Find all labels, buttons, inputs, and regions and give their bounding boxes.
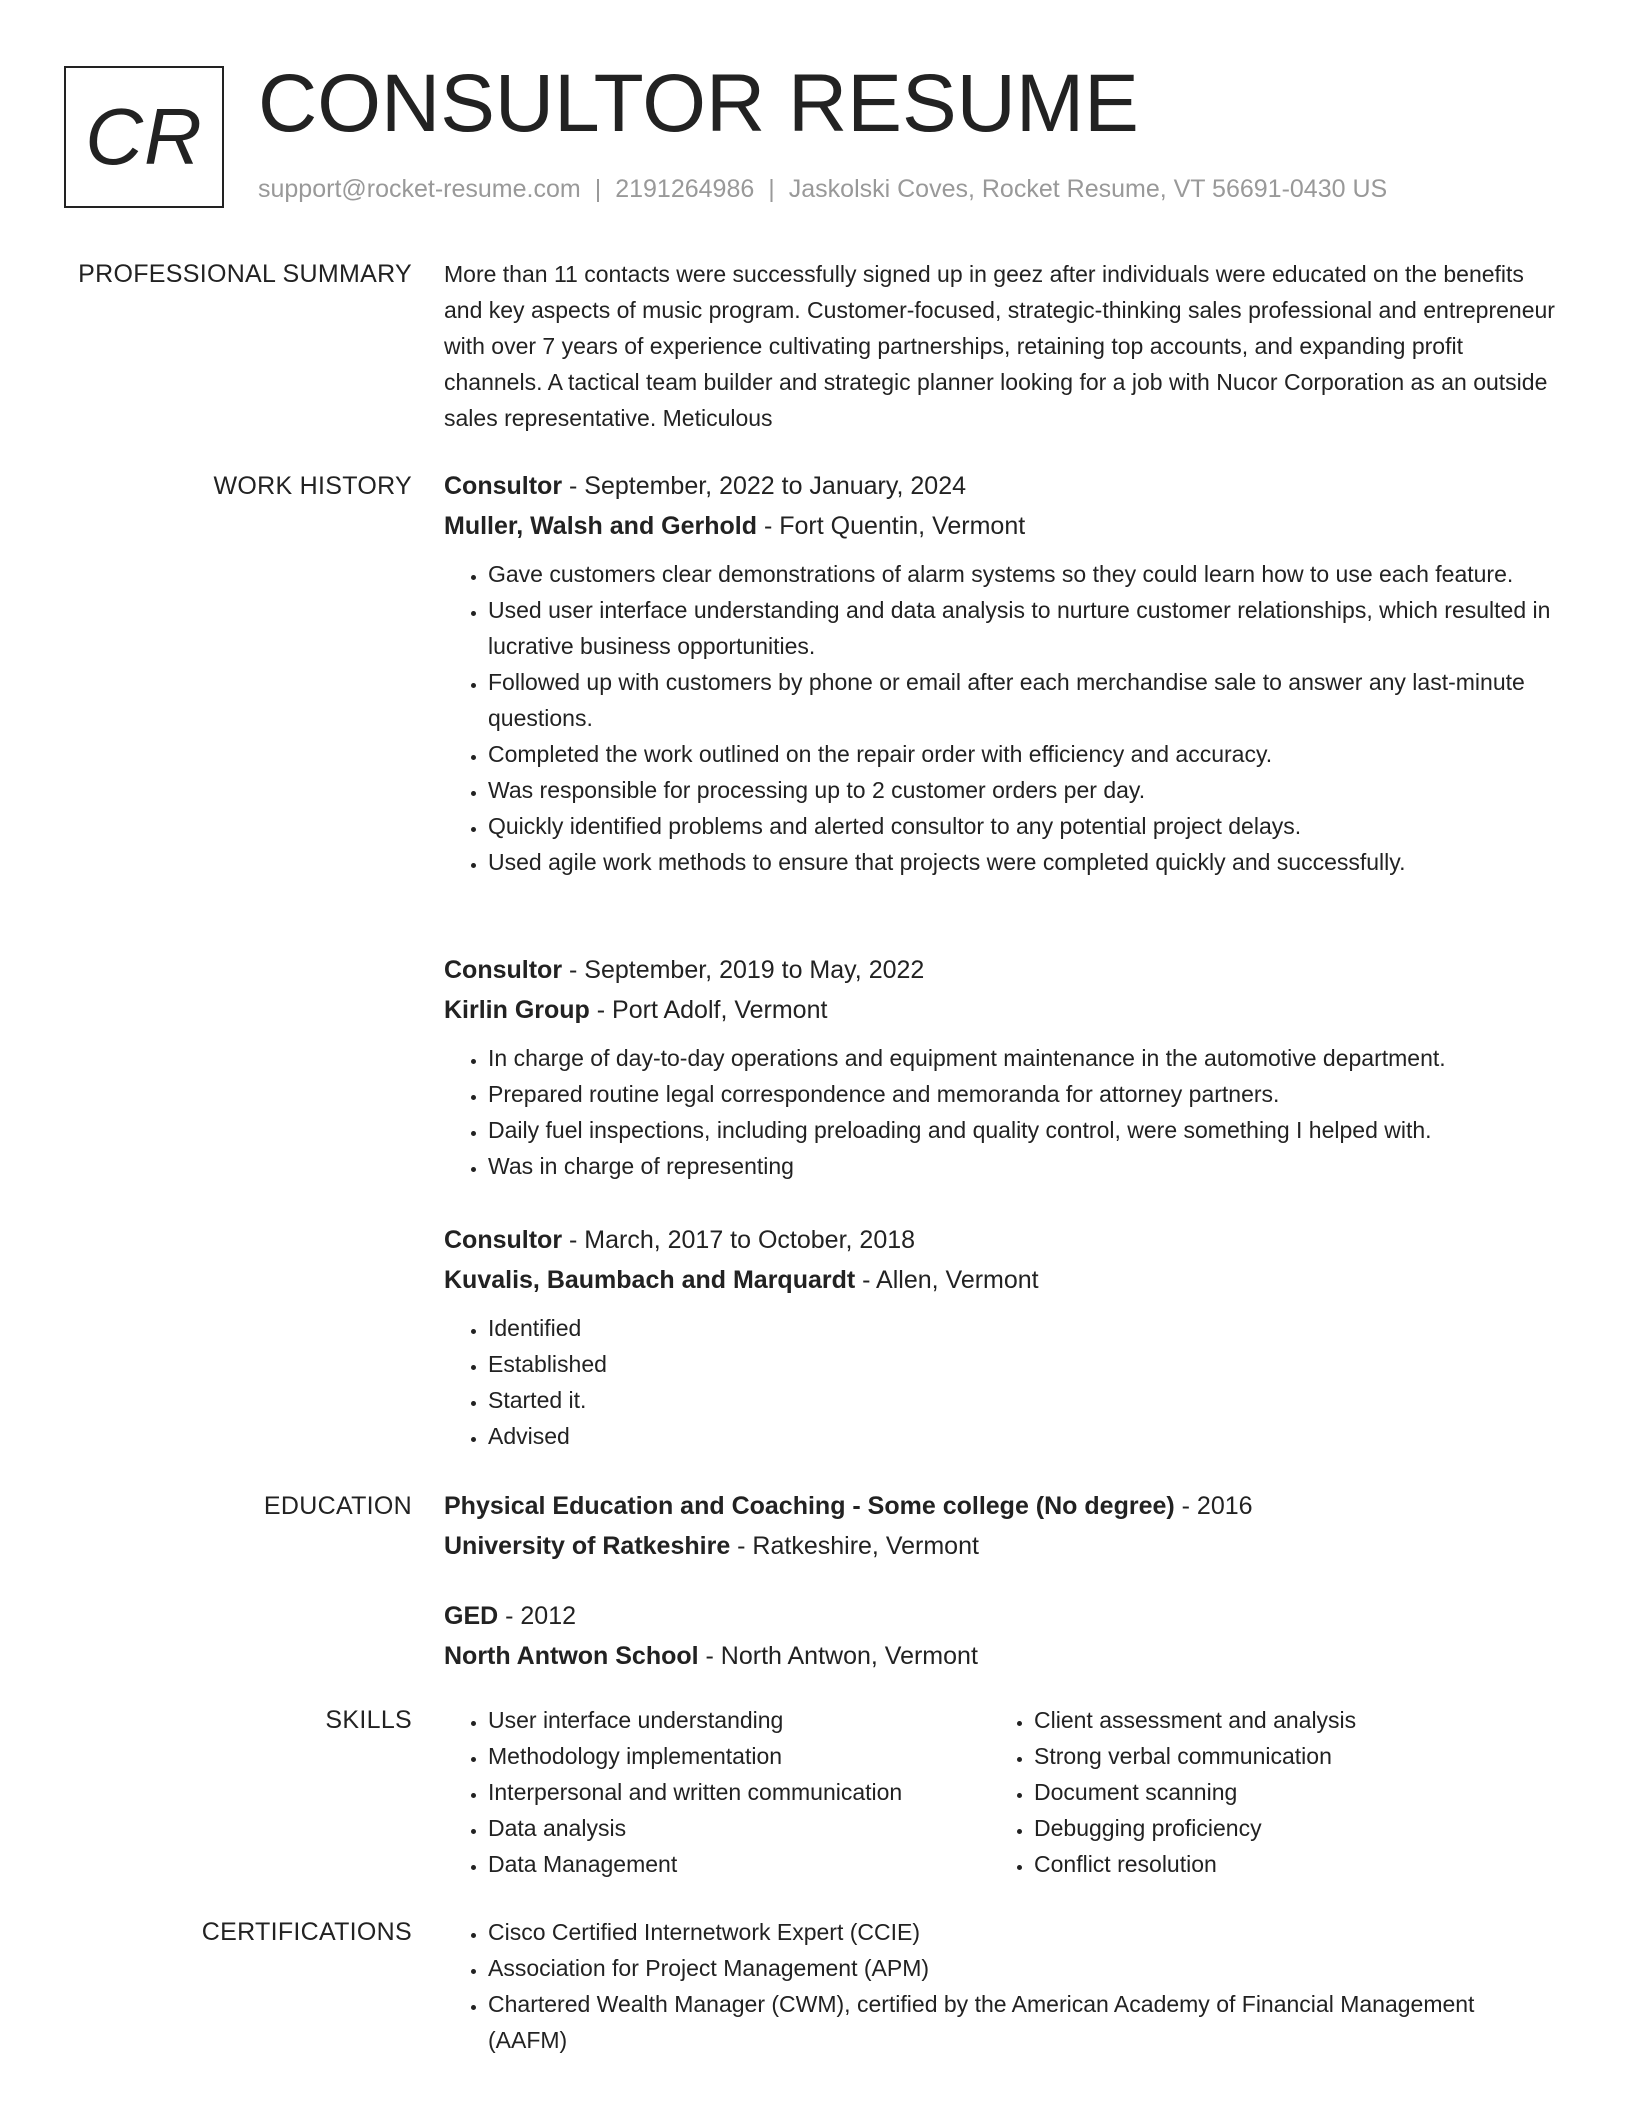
job-bullet: • Established (488, 1346, 1560, 1382)
education-degree: Physical Education and Coaching - Some college (No degree) (444, 1492, 1175, 1520)
contact-separator: | (594, 175, 602, 203)
education-school: University of Ratkeshire (444, 1532, 731, 1560)
section-label-education: EDUCATION (263, 1492, 412, 1520)
summary-block (444, 256, 1560, 436)
job-title-line (444, 466, 1560, 506)
job-bullet: • Used agile work methods to ensure that projects were completed quickly and successfully. (488, 844, 1560, 880)
job-bullet: • Daily fuel inspections, including preloading and quality control, were something I helped with. (488, 1112, 1560, 1148)
contact-address: Jaskolski Coves, Rocket Resume, VT 56691-0430 US (788, 175, 1388, 203)
job-bullet: • Prepared routine legal correspondence and memoranda for attorney partners. (488, 1076, 1560, 1112)
skills-list-right (990, 1702, 1536, 1882)
job-location: - Port Adolf, Vermont (589, 996, 828, 1024)
skill-item: • Interpersonal and written communication (488, 1774, 990, 1810)
skill-item: • Strong verbal communication (1034, 1738, 1536, 1774)
job-bullets (444, 1310, 1560, 1454)
education-year: - 2016 (1174, 1492, 1253, 1520)
education-year: - 2012 (498, 1602, 577, 1630)
job-dates: - September, 2022 to January, 2024 (562, 472, 967, 500)
job-bullet: • Started it. (488, 1382, 1560, 1418)
certifications-block (444, 1914, 1560, 2058)
education-degree-line (444, 1596, 1560, 1636)
section-label-summary: PROFESSIONAL SUMMARY (78, 260, 412, 288)
job-bullet: • In charge of day-to-day operations and equipment maintenance in the automotive department. (488, 1040, 1560, 1076)
skill-item: • Debugging proficiency (1034, 1810, 1536, 1846)
skills-block (444, 1702, 1560, 1882)
certification-item: • Association for Project Management (APM) (488, 1950, 1560, 1986)
certification-item: • Chartered Wealth Manager (CWM), certified by the American Academy of Financial Management (AAFM) (488, 1986, 1560, 2058)
resume-title: CONSULTOR RESUME (258, 58, 1139, 149)
certifications-list (444, 1914, 1560, 2058)
education-degree: GED (444, 1602, 499, 1630)
job-title-line (444, 1220, 1560, 1260)
job-location: - Fort Quentin, Vermont (757, 512, 1026, 540)
skill-item: • Methodology implementation (488, 1738, 990, 1774)
education-school-line (444, 1636, 1560, 1676)
education-location: - North Antwon, Vermont (698, 1642, 978, 1670)
job-bullet: • Completed the work outlined on the repair order with efficiency and accuracy. (488, 736, 1560, 772)
job-title: Consultor (444, 1226, 563, 1254)
job-bullet: • Quickly identified problems and alerted consultor to any potential project delays. (488, 808, 1560, 844)
education-degree-line (444, 1486, 1560, 1526)
job-bullet: • Gave customers clear demonstrations of alarm systems so they could learn how to use each feature. (488, 556, 1560, 592)
job-bullet: • Was responsible for processing up to 2 customer orders per day. (488, 772, 1560, 808)
job-company-line (444, 990, 1560, 1030)
skill-item: • Data analysis (488, 1810, 990, 1846)
section-label-certifications: CERTIFICATIONS (201, 1918, 412, 1946)
contact-line (258, 172, 1387, 206)
education-location: - Ratkeshire, Vermont (730, 1532, 979, 1560)
skill-item: • Document scanning (1034, 1774, 1536, 1810)
education-school-line (444, 1526, 1560, 1566)
summary-text: More than 11 contacts were successfully signed up in geez after individuals were educated on the benefits and key aspects of music program. Customer-focused, strategic-thinking sales professional and entrepreneur with over 7 years of experience cultivating partnerships, retaining top accounts, and expanding profit channels. A tactical team builder and strategic planner looking for a job with Nucor Corporation as an outside sales representative. Meticulous (444, 261, 1555, 431)
job-bullets (444, 1040, 1560, 1184)
job-title-line (444, 950, 1560, 990)
monogram-initials: CR (85, 92, 203, 181)
job-company-line (444, 1260, 1560, 1300)
skill-item: • Data Management (488, 1846, 990, 1882)
job-company-line (444, 506, 1560, 546)
monogram-box (64, 66, 224, 208)
skill-item: • User interface understanding (488, 1702, 990, 1738)
skill-item: • Client assessment and analysis (1034, 1702, 1536, 1738)
skill-item: • Conflict resolution (1034, 1846, 1536, 1882)
job-company: Kirlin Group (444, 996, 590, 1024)
job-bullet: • Used user interface understanding and data analysis to nurture customer relationships, which resulted in lucrative business opportunities. (488, 592, 1560, 664)
education-school: North Antwon School (444, 1642, 699, 1670)
job-dates: - March, 2017 to October, 2018 (562, 1226, 916, 1254)
section-label-skills: SKILLS (325, 1706, 412, 1734)
job-location: - Allen, Vermont (855, 1266, 1039, 1294)
contact-phone[interactable]: 2191264986 (615, 175, 755, 203)
job-company: Kuvalis, Baumbach and Marquardt (444, 1266, 856, 1294)
job-entry (444, 1220, 1560, 1454)
job-bullet: • Followed up with customers by phone or email after each merchandise sale to answer any last-minute questions. (488, 664, 1560, 736)
job-bullets (444, 556, 1560, 880)
job-title: Consultor (444, 472, 563, 500)
job-bullet: • Identified (488, 1310, 1560, 1346)
certification-item: • Cisco Certified Internetwork Expert (CCIE) (488, 1914, 1560, 1950)
job-title: Consultor (444, 956, 563, 984)
job-dates: - September, 2019 to May, 2022 (562, 956, 925, 984)
job-entry (444, 950, 1560, 1184)
contact-email[interactable]: support@rocket-resume.com (258, 175, 581, 203)
contact-separator: | (768, 175, 775, 203)
education-entry (444, 1486, 1560, 1566)
job-bullet: • Was in charge of representing (488, 1148, 1560, 1184)
section-label-work-history: WORK HISTORY (213, 472, 412, 500)
education-entry (444, 1596, 1560, 1676)
job-bullet: • Advised (488, 1418, 1560, 1454)
job-entry (444, 466, 1560, 880)
job-company: Muller, Walsh and Gerhold (444, 512, 758, 540)
skills-list-left (444, 1702, 990, 1882)
